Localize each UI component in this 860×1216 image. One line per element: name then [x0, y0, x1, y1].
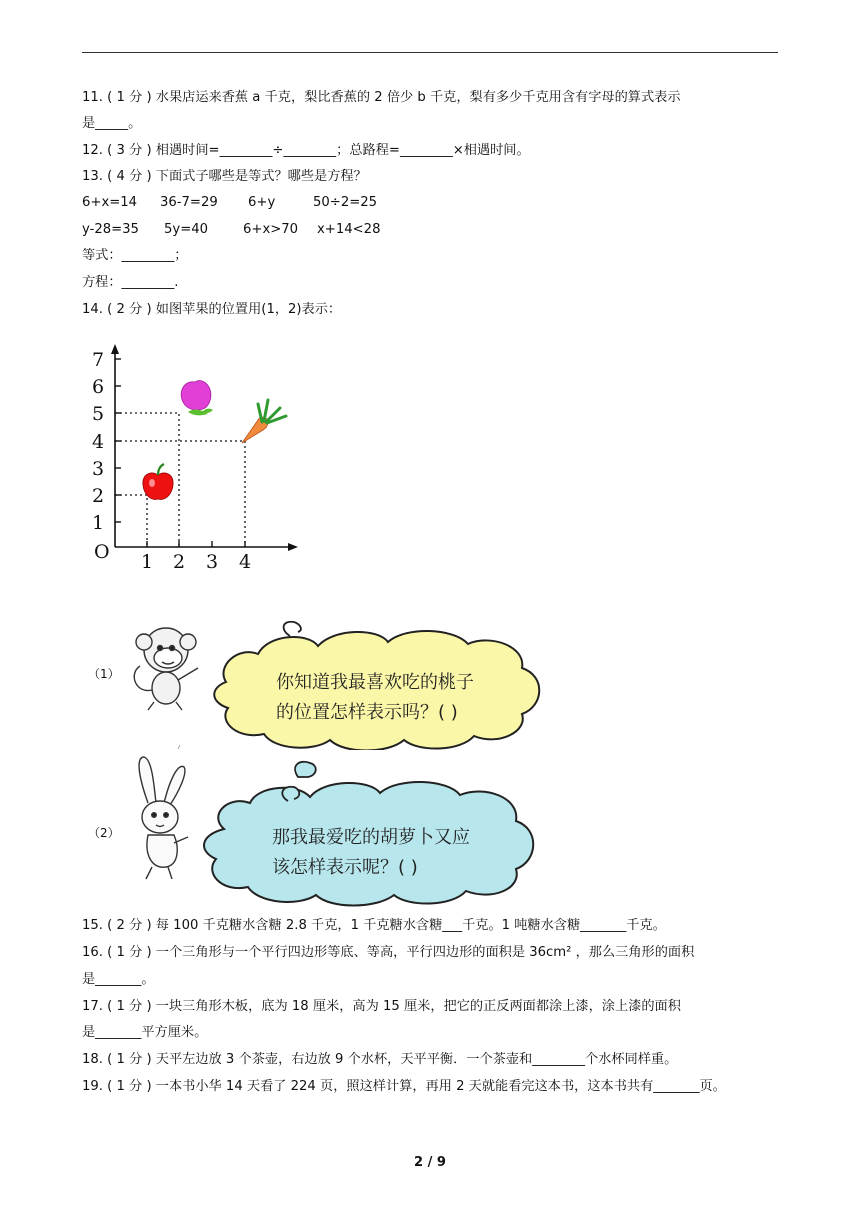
fangcheng-answer-line: 方程：________. — [82, 275, 179, 290]
question-19: 19. ( 1 分 ) 一本书小华 14 天看了 224 页，照这样计算，再用 2 天就能看完这本书，这本书共有_______页。 — [82, 1079, 726, 1094]
page-number: 2 / 9 — [414, 1155, 446, 1170]
question-13: 13. ( 4 分 ) 下面式子哪些是等式？哪些是方程？ — [82, 169, 367, 184]
expr: 6+y — [248, 195, 276, 210]
question-12: 12. ( 3 分 ) 相遇时间=________÷________；总路程=________×相遇时间。 — [82, 143, 530, 158]
expr: 50÷2=25 — [313, 195, 378, 210]
apple-guide — [115, 495, 147, 547]
y-tick: 5 — [92, 403, 105, 425]
sub-question-1-illustration — [118, 610, 558, 750]
carrot-guide — [115, 441, 245, 547]
sub-question-1-label: （1） — [88, 667, 120, 681]
rabbit-icon — [139, 757, 188, 879]
speech-line-2: 的位置怎样表示吗？( ) — [276, 702, 458, 723]
question-11-cont: 是_____。 — [82, 116, 142, 131]
question-15: 15. ( 2 分 ) 每 100 千克糖水含糖 2.8 千克，1 千克糖水含糖___千克。1 吨糖水含糖_______千克。 — [82, 918, 666, 933]
y-tick: 2 — [92, 485, 105, 507]
y-tick: 7 — [92, 349, 105, 371]
sub-question-2-illustration — [108, 745, 568, 910]
x-tick: 2 — [173, 551, 186, 573]
expr: y-28=35 — [82, 222, 139, 237]
x-tick: 1 — [141, 551, 154, 573]
speech-line-1: 那我最爱吃的胡萝卜又应 — [272, 827, 470, 848]
expr: 5y=40 — [164, 222, 209, 237]
apple-icon — [143, 464, 173, 499]
y-tick: 6 — [92, 376, 105, 398]
monkey-icon — [134, 628, 198, 710]
expr: 6+x>70 — [243, 222, 299, 237]
y-tick: 1 — [92, 512, 105, 534]
sub-question-2-label: （2） — [88, 826, 120, 840]
question-17-cont: 是_______平方厘米。 — [82, 1025, 208, 1040]
origin-label: O — [94, 541, 110, 563]
question-11: 11. ( 1 分 ) 水果店运来香蕉 a 千克，梨比香蕉的 2 倍少 b 千克，梨有多少千克用含有字母的算式表示 — [82, 90, 681, 105]
expr: 6+x=14 — [82, 195, 138, 210]
equation-answer-line: 等式：________； — [82, 248, 188, 263]
x-tick: 3 — [206, 551, 219, 573]
expr: x+14<28 — [317, 222, 381, 237]
header-rule — [82, 52, 778, 53]
speech-line-1: 你知道我最喜欢吃的桃子 — [276, 672, 474, 693]
y-tick: 3 — [92, 458, 105, 480]
coordinate-grid — [82, 342, 312, 577]
carrot-icon — [242, 400, 286, 443]
expr: 36-7=29 — [160, 195, 218, 210]
peach-icon — [181, 381, 213, 416]
question-16: 16. ( 1 分 ) 一个三角形与一个平行四边形等底、等高，平行四边形的面积是 36cm² ，那么三角形的面积 — [82, 945, 695, 960]
question-16-cont: 是_______。 — [82, 972, 155, 987]
question-14: 14. ( 2 分 ) 如图苹果的位置用(1，2)表示： — [82, 302, 342, 317]
question-17: 17. ( 1 分 ) 一块三角形木板，底为 18 厘米，高为 15 厘米，把它的正反两面都涂上漆，涂上漆的面积 — [82, 999, 681, 1014]
speech-line-2: 该怎样表示呢？( ) — [272, 857, 418, 878]
x-tick: 4 — [239, 551, 252, 573]
question-18: 18. ( 1 分 ) 天平左边放 3 个茶壶，右边放 9 个水杯，天平平衡．一个茶壶和________个水杯同样重。 — [82, 1052, 678, 1067]
y-tick: 4 — [92, 431, 105, 453]
